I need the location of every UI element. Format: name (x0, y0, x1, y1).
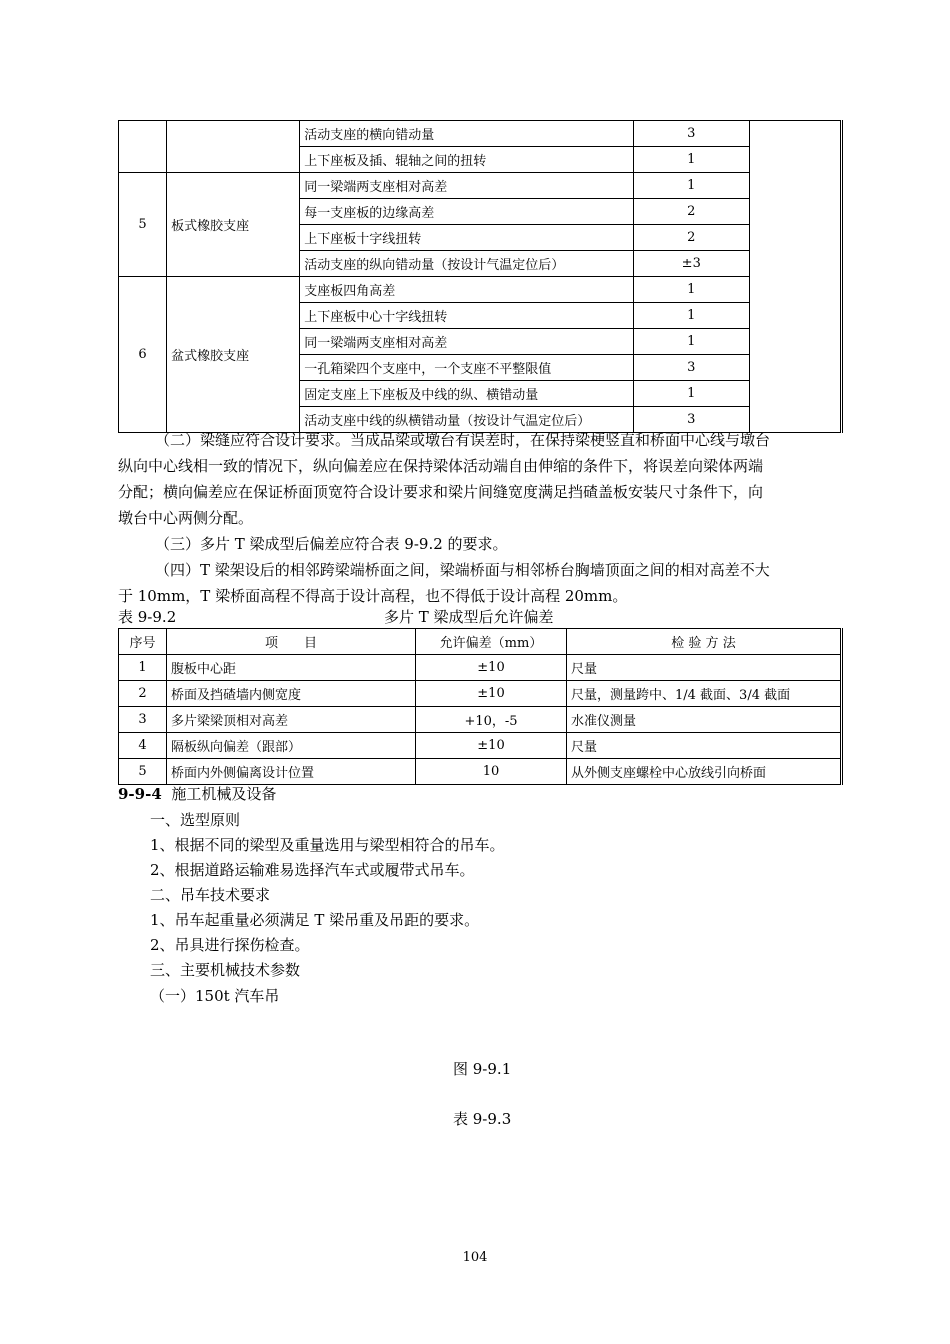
table-cell: ±3 (633, 251, 749, 277)
table-cell: 尺量 (567, 733, 842, 759)
paragraph-line: （四）T 梁架设后的相邻跨梁端桥面之间，梁端桥面与相邻桥台胸墙顶面之间的相对高差不大 (155, 561, 770, 579)
table-cell: 活动支座的纵向错动量（按设计气温定位后） (300, 251, 633, 277)
paragraph-line: 纵向中心线相一致的情况下，纵向偏差应在保持梁体活动端自由伸缩的条件下，将误差向梁体两端 (118, 457, 764, 475)
table-cell: 2 (119, 681, 167, 707)
table-cell: 支座板四角高差 (300, 277, 633, 303)
table-row (119, 707, 842, 733)
page-number: 104 (462, 1250, 488, 1265)
table-cell (749, 121, 841, 433)
section-line: 2、根据道路运输难易选择汽车式或履带式吊车。 (150, 861, 475, 879)
paragraph-line: 墩台中心两侧分配。 (118, 509, 254, 527)
table-cell: 活动支座的横向错动量 (300, 121, 633, 147)
paragraph-line: 分配；横向偏差应在保证桥面顶宽符合设计要求和梁片间缝宽度满足挡碴盖板安装尺寸条件下，向 (118, 483, 764, 501)
table-cell: 同一梁端两支座相对高差 (300, 173, 633, 199)
table-cell: 1 (633, 147, 749, 173)
table-cell: 3 (633, 407, 749, 433)
table-cell: 3 (633, 355, 749, 381)
table-cell: 多片梁梁顶相对高差 (167, 707, 416, 733)
table-row (119, 733, 842, 759)
section-title: 施工机械及设备 (171, 785, 277, 803)
table-header-cell: 项 目 (167, 629, 416, 655)
t-beam-deviation-table (118, 628, 843, 785)
table-cell: ±10 (416, 733, 567, 759)
table-cell: 1 (633, 303, 749, 329)
section-line: 1、吊车起重量必须满足 T 梁吊重及吊距的要求。 (150, 911, 480, 929)
section-line: 一、选型原则 (150, 811, 241, 829)
table-cell: 1 (119, 655, 167, 681)
section-line: 二、吊车技术要求 (150, 886, 271, 904)
table-row (119, 121, 842, 147)
table-cell: 6 (119, 277, 167, 433)
figure-label: 图 9-9.1 (453, 1060, 512, 1078)
table-cell: 1 (633, 329, 749, 355)
table-header-cell: 允许偏差（mm） (416, 629, 567, 655)
table-cell: 水准仪测量 (567, 707, 842, 733)
table-cell: 上下座板中心十字线扭转 (300, 303, 633, 329)
table-cell: 桥面及挡碴墙内侧宽度 (167, 681, 416, 707)
table-cell: 3 (119, 707, 167, 733)
section-number: 9-9-4 (118, 785, 162, 803)
table-cell: 盆式橡胶支座 (167, 277, 300, 433)
table-cell: 板式橡胶支座 (167, 173, 300, 277)
section-line: 1、根据不同的梁型及重量选用与梁型相符合的吊车。 (150, 836, 505, 854)
table-cell: 同一梁端两支座相对高差 (300, 329, 633, 355)
table-cell: 每一支座板的边缘高差 (300, 199, 633, 225)
section-heading (118, 781, 276, 807)
table-cell (119, 121, 167, 173)
table-header-cell: 序号 (119, 629, 167, 655)
table-cell: 桥面内外侧偏离设计位置 (167, 759, 416, 785)
paragraph-line: 于 10mm，T 梁桥面高程不得高于设计高程，也不得低于设计高程 20mm。 (118, 587, 628, 605)
table-cell: 10 (416, 759, 567, 785)
table-cell: ±10 (416, 681, 567, 707)
table-cell: 3 (633, 121, 749, 147)
table-cell: 尺量 (567, 655, 842, 681)
table-cell: 从外侧支座螺栓中心放线引向桥面 (567, 759, 842, 785)
table-cell: 上下座板十字线扭转 (300, 225, 633, 251)
table-label: 表 9-9.3 (453, 1110, 512, 1128)
table-row (119, 173, 842, 199)
table-cell: 腹板中心距 (167, 655, 416, 681)
table-label: 表 9-9.2 (118, 608, 177, 626)
section-line: 三、主要机械技术参数 (150, 961, 301, 979)
table-header-cell: 检 验 方 法 (567, 629, 842, 655)
section-line: 2、吊具进行探伤检查。 (150, 936, 310, 954)
table-cell: 1 (633, 277, 749, 303)
table-cell: 尺量，测量跨中、1/4 截面、3/4 截面 (567, 681, 842, 707)
table-cell (167, 121, 300, 173)
table-header-row (119, 629, 842, 655)
support-deviation-table (118, 120, 843, 433)
table-cell: 2 (633, 199, 749, 225)
table-cell: 5 (119, 759, 167, 785)
table-row (119, 681, 842, 707)
table-row (119, 655, 842, 681)
table-cell: 隔板纵向偏差（跟部） (167, 733, 416, 759)
table-cell: 5 (119, 173, 167, 277)
table-cell: +10，-5 (416, 707, 567, 733)
table-cell: ±10 (416, 655, 567, 681)
table-title: 多片 T 梁成型后允许偏差 (384, 608, 554, 626)
table-cell: 上下座板及插、辊轴之间的扭转 (300, 147, 633, 173)
table-cell: 1 (633, 381, 749, 407)
paragraph-line: （二）梁缝应符合设计要求。当成品梁或墩台有误差时，在保持梁梗竖直和桥面中心线与墩台 (155, 431, 771, 449)
table-cell: 一孔箱梁四个支座中，一个支座不平整限值 (300, 355, 633, 381)
table-row (119, 277, 842, 303)
paragraph-line: （三）多片 T 梁成型后偏差应符合表 9-9.2 的要求。 (155, 535, 508, 553)
table-cell: 1 (633, 173, 749, 199)
table-cell: 固定支座上下座板及中线的纵、横错动量 (300, 381, 633, 407)
table-cell: 活动支座中线的纵横错动量（按设计气温定位后） (300, 407, 633, 433)
table-cell: 2 (633, 225, 749, 251)
table-cell: 4 (119, 733, 167, 759)
section-line: （一）150t 汽车吊 (150, 987, 280, 1005)
